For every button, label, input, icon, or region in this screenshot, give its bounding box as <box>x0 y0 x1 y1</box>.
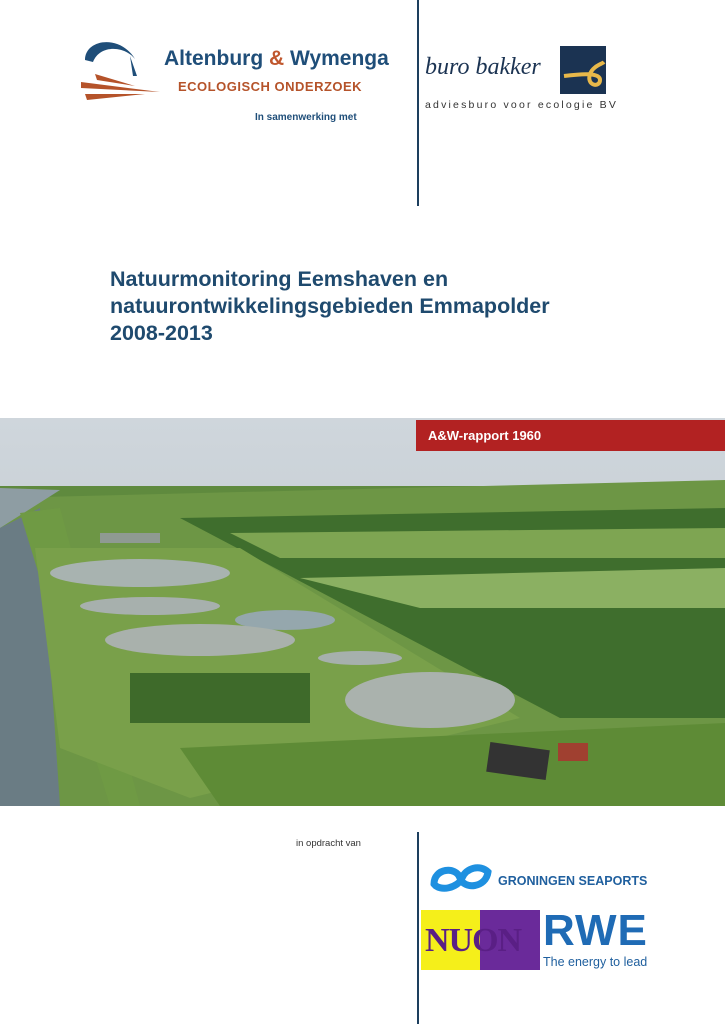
title-line-1: Natuurmonitoring Eemshaven en <box>110 267 449 291</box>
nuon-logo-text: NUON <box>425 922 522 959</box>
document-title <box>110 266 550 347</box>
bb-logo-name: buro bakker <box>425 54 541 80</box>
aw-logo-subtitle: ECOLOGISCH ONDERZOEK <box>178 79 363 94</box>
nuon-logo <box>421 910 540 970</box>
rwe-logo-text: RWE <box>543 906 648 955</box>
commissioned-by-text: in opdracht van <box>296 838 361 849</box>
divider-top <box>417 0 419 206</box>
bb-logo-mark-icon <box>560 46 606 94</box>
groningen-seaports-logo-icon <box>430 862 492 894</box>
cooperation-text: In samenwerking met <box>255 112 357 123</box>
report-number-badge: A&W-rapport 1960 <box>416 420 725 451</box>
divider-bottom <box>417 832 419 1024</box>
aw-logo-name: Altenburg & Wymenga <box>164 47 389 70</box>
aerial-photo <box>0 418 725 806</box>
bb-logo-subtitle: adviesburo voor ecologie BV <box>425 99 619 111</box>
groningen-seaports-name: GRONINGEN SEAPORTS <box>498 874 648 888</box>
title-line-2: natuurontwikkelingsgebieden Emmapolder <box>110 294 550 318</box>
aw-logo-icon <box>75 34 165 104</box>
title-line-3: 2008-2013 <box>110 321 213 345</box>
rwe-tagline: The energy to lead <box>543 955 648 969</box>
